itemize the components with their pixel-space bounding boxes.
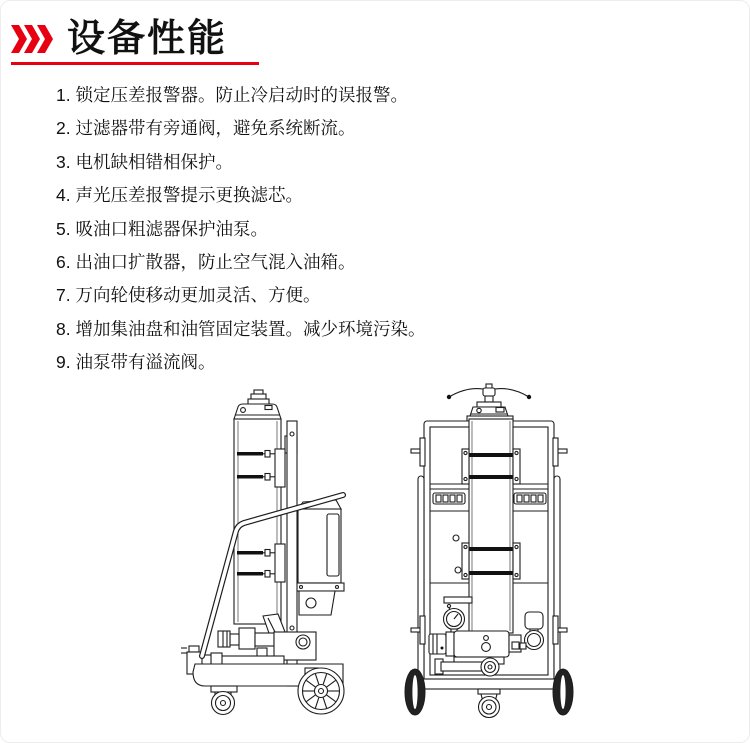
list-item: 1. 锁定压差报警器。防止冷启动时的误报警。 (56, 85, 408, 105)
filter-cart-front-view-drawing (391, 376, 601, 743)
page-title: 设备性能 (67, 18, 228, 60)
feature-list (56, 79, 676, 380)
list-item: 2. 过滤器带有旁通阀，避免系统断流。 (56, 118, 356, 139)
list-item: 8. 增加集油盘和油管固定装置。减少环境污染。 (56, 318, 426, 339)
list-item: 4. 声光压差报警提示更换滤芯。 (56, 185, 303, 206)
triple-chevron-icon (11, 24, 53, 54)
list-item: 5. 吸油口粗滤器保护油泵。 (56, 218, 268, 239)
title-underline (11, 62, 259, 65)
filter-cart-side-view-drawing (181, 376, 396, 743)
list-item: 6. 出油口扩散器，防止空气混入油箱。 (56, 251, 356, 272)
list-item: 7. 万向轮使移动更加灵活、方便。 (56, 285, 321, 306)
list-item: 9. 油泵带有溢流阀。 (56, 352, 216, 373)
list-item: 3. 电机缺相错相保护。 (56, 151, 233, 172)
section-header (11, 15, 227, 63)
